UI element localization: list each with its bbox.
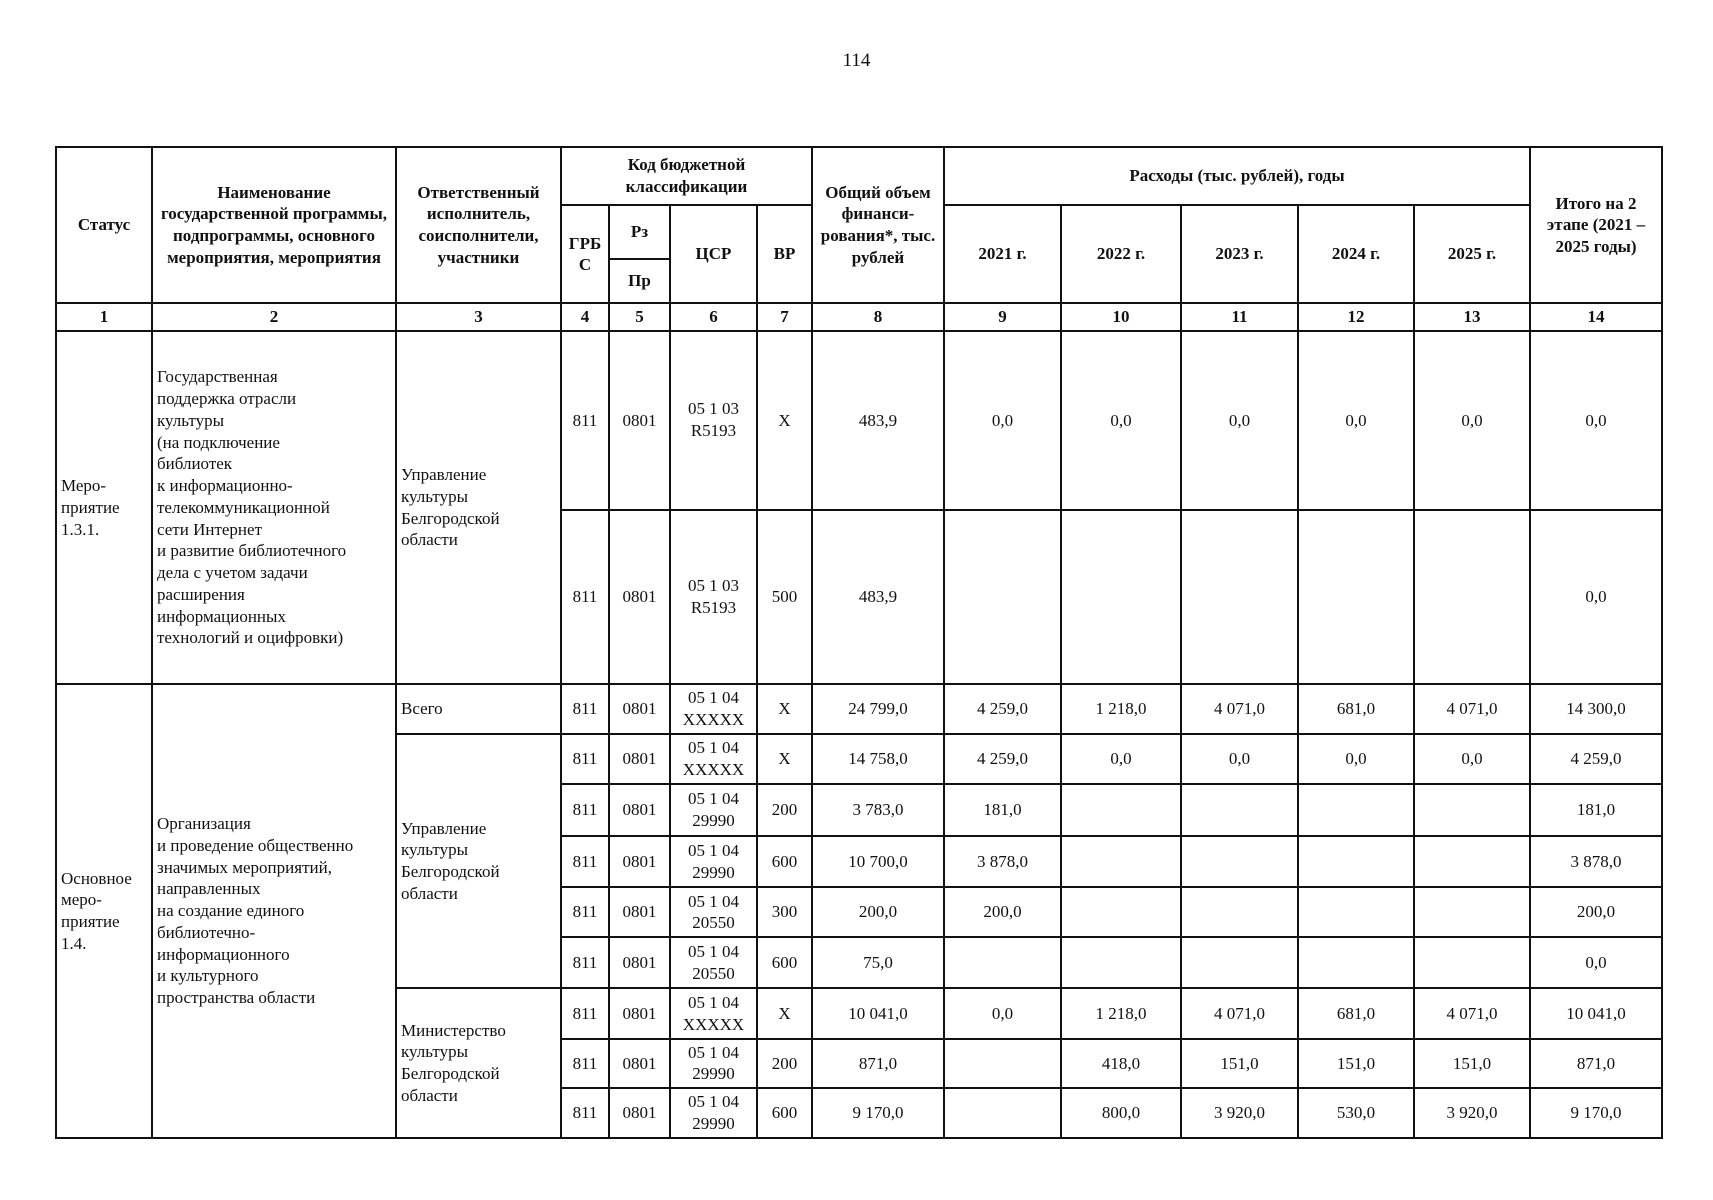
cell-vr: 200 xyxy=(757,784,812,836)
column-number: 4 xyxy=(561,303,609,331)
cell-2022: 800,0 xyxy=(1061,1088,1181,1138)
cell-2023: 4 071,0 xyxy=(1181,988,1298,1038)
header-rz: Рз xyxy=(609,205,670,259)
header-responsible: Ответственный исполнитель, соисполнители, участники xyxy=(396,147,561,303)
cell-csr: 05 1 04 20550 xyxy=(670,887,757,937)
cell-2024 xyxy=(1298,887,1414,937)
column-number: 6 xyxy=(670,303,757,331)
column-number: 10 xyxy=(1061,303,1181,331)
block2-responsible-min: Министерство культуры Белгородской области xyxy=(396,988,561,1138)
cell-vr: Х xyxy=(757,988,812,1038)
block2-status: Основное меро- приятие 1.4. xyxy=(56,684,152,1138)
cell-vr: 600 xyxy=(757,937,812,988)
column-number: 9 xyxy=(944,303,1061,331)
cell-grbs: 811 xyxy=(561,1088,609,1138)
cell-2025: 4 071,0 xyxy=(1414,988,1530,1038)
cell-grbs: 811 xyxy=(561,1039,609,1089)
block1-responsible: Управление культуры Белгородской области xyxy=(396,331,561,684)
cell-grbs: 811 xyxy=(561,510,609,684)
cell-2024: 0,0 xyxy=(1298,331,1414,509)
cell-2022: 418,0 xyxy=(1061,1039,1181,1089)
column-number: 12 xyxy=(1298,303,1414,331)
cell-total: 483,9 xyxy=(812,510,944,684)
cell-rzpr: 0801 xyxy=(609,684,670,734)
page-number: 114 xyxy=(842,50,871,71)
cell-csr: 05 1 03 R5193 xyxy=(670,331,757,509)
cell-itog: 9 170,0 xyxy=(1530,1088,1662,1138)
column-number: 5 xyxy=(609,303,670,331)
block2-responsible-total: Всего xyxy=(396,684,561,734)
cell-total: 9 170,0 xyxy=(812,1088,944,1138)
cell-itog: 0,0 xyxy=(1530,937,1662,988)
header-grbs: ГРБ С xyxy=(561,205,609,303)
block2-responsible-upr: Управление культуры Белгородской области xyxy=(396,734,561,989)
cell-total: 75,0 xyxy=(812,937,944,988)
header-vr: ВР xyxy=(757,205,812,303)
cell-csr: 05 1 04 XXXXX xyxy=(670,734,757,784)
cell-csr: 05 1 03 R5193 xyxy=(670,510,757,684)
cell-vr: 600 xyxy=(757,1088,812,1138)
cell-2022: 0,0 xyxy=(1061,734,1181,784)
cell-2021: 0,0 xyxy=(944,331,1061,509)
column-number: 13 xyxy=(1414,303,1530,331)
cell-2022 xyxy=(1061,937,1181,988)
column-number: 14 xyxy=(1530,303,1662,331)
cell-2024: 530,0 xyxy=(1298,1088,1414,1138)
cell-2021 xyxy=(944,937,1061,988)
column-number: 11 xyxy=(1181,303,1298,331)
cell-2024 xyxy=(1298,510,1414,684)
cell-2024 xyxy=(1298,784,1414,836)
header-year-2024: 2024 г. xyxy=(1298,205,1414,303)
cell-itog: 0,0 xyxy=(1530,331,1662,509)
cell-grbs: 811 xyxy=(561,734,609,784)
cell-itog: 871,0 xyxy=(1530,1039,1662,1089)
cell-2023: 4 071,0 xyxy=(1181,684,1298,734)
cell-2022 xyxy=(1061,510,1181,684)
cell-itog: 10 041,0 xyxy=(1530,988,1662,1038)
cell-csr: 05 1 04 29990 xyxy=(670,784,757,836)
block1-status: Меро- приятие 1.3.1. xyxy=(56,331,152,684)
cell-rzpr: 0801 xyxy=(609,1039,670,1089)
cell-vr: Х xyxy=(757,684,812,734)
cell-total: 871,0 xyxy=(812,1039,944,1089)
cell-2022 xyxy=(1061,887,1181,937)
cell-rzpr: 0801 xyxy=(609,331,670,509)
cell-itog: 3 878,0 xyxy=(1530,836,1662,887)
cell-2022 xyxy=(1061,784,1181,836)
header-year-2021: 2021 г. xyxy=(944,205,1061,303)
header-name: Наименование государственной программы, подпрограммы, основного мероприятия, мероприятия xyxy=(152,147,396,303)
column-number: 2 xyxy=(152,303,396,331)
cell-grbs: 811 xyxy=(561,331,609,509)
cell-2021: 4 259,0 xyxy=(944,734,1061,784)
cell-csr: 05 1 04 29990 xyxy=(670,1039,757,1089)
cell-rzpr: 0801 xyxy=(609,887,670,937)
cell-vr: 200 xyxy=(757,1039,812,1089)
cell-2023 xyxy=(1181,784,1298,836)
header-csr: ЦСР xyxy=(670,205,757,303)
cell-grbs: 811 xyxy=(561,887,609,937)
cell-grbs: 811 xyxy=(561,988,609,1038)
cell-2024 xyxy=(1298,937,1414,988)
cell-2025: 151,0 xyxy=(1414,1039,1530,1089)
cell-2025: 0,0 xyxy=(1414,331,1530,509)
block1-name: Государственная поддержка отрасли культуры (на подключение библиотек к информационно- телекоммуникационной сети Интернет и развитие библиотечного дела с учетом задачи расширения информационных технологий и оцифровки) xyxy=(152,331,396,684)
cell-vr: 600 xyxy=(757,836,812,887)
cell-2022: 0,0 xyxy=(1061,331,1181,509)
cell-rzpr: 0801 xyxy=(609,836,670,887)
cell-csr: 05 1 04 XXXXX xyxy=(670,988,757,1038)
column-number: 1 xyxy=(56,303,152,331)
cell-2025: 4 071,0 xyxy=(1414,684,1530,734)
cell-2023: 0,0 xyxy=(1181,734,1298,784)
header-budget-code: Код бюджетной классификации xyxy=(561,147,812,205)
cell-2024: 151,0 xyxy=(1298,1039,1414,1089)
cell-2025 xyxy=(1414,887,1530,937)
cell-2021: 200,0 xyxy=(944,887,1061,937)
cell-total: 14 758,0 xyxy=(812,734,944,784)
column-number: 7 xyxy=(757,303,812,331)
cell-total: 24 799,0 xyxy=(812,684,944,734)
cell-csr: 05 1 04 20550 xyxy=(670,937,757,988)
block2-name: Организация и проведение общественно значимых мероприятий, направленных на создание единого библиотечно- информационного и культурного пространства области xyxy=(152,684,396,1138)
cell-grbs: 811 xyxy=(561,937,609,988)
cell-2024: 681,0 xyxy=(1298,684,1414,734)
header-total-volume: Общий объем финанси-рования*, тыс. рублей xyxy=(812,147,944,303)
cell-vr: Х xyxy=(757,331,812,509)
cell-rzpr: 0801 xyxy=(609,784,670,836)
cell-2024 xyxy=(1298,836,1414,887)
column-number: 3 xyxy=(396,303,561,331)
cell-2025 xyxy=(1414,836,1530,887)
cell-2025 xyxy=(1414,510,1530,684)
cell-vr: Х xyxy=(757,734,812,784)
cell-rzpr: 0801 xyxy=(609,988,670,1038)
cell-2023 xyxy=(1181,887,1298,937)
cell-csr: 05 1 04 XXXXX xyxy=(670,684,757,734)
header-expenses: Расходы (тыс. рублей), годы xyxy=(944,147,1530,205)
cell-total: 3 783,0 xyxy=(812,784,944,836)
header-pr: Пр xyxy=(609,259,670,303)
cell-2024: 681,0 xyxy=(1298,988,1414,1038)
cell-total: 200,0 xyxy=(812,887,944,937)
cell-2021: 4 259,0 xyxy=(944,684,1061,734)
cell-total: 483,9 xyxy=(812,331,944,509)
header-year-2023: 2023 г. xyxy=(1181,205,1298,303)
cell-2023 xyxy=(1181,836,1298,887)
cell-itog: 0,0 xyxy=(1530,510,1662,684)
header-total-stage: Итого на 2 этапе (2021 – 2025 годы) xyxy=(1530,147,1662,303)
cell-2021 xyxy=(944,1088,1061,1138)
cell-2021 xyxy=(944,510,1061,684)
cell-csr: 05 1 04 29990 xyxy=(670,836,757,887)
header-year-2025: 2025 г. xyxy=(1414,205,1530,303)
cell-grbs: 811 xyxy=(561,684,609,734)
cell-2022: 1 218,0 xyxy=(1061,684,1181,734)
cell-2023 xyxy=(1181,510,1298,684)
cell-rzpr: 0801 xyxy=(609,734,670,784)
cell-total: 10 700,0 xyxy=(812,836,944,887)
cell-2024: 0,0 xyxy=(1298,734,1414,784)
cell-total: 10 041,0 xyxy=(812,988,944,1038)
cell-2023: 3 920,0 xyxy=(1181,1088,1298,1138)
cell-vr: 500 xyxy=(757,510,812,684)
cell-2021 xyxy=(944,1039,1061,1089)
cell-2021: 0,0 xyxy=(944,988,1061,1038)
cell-rzpr: 0801 xyxy=(609,937,670,988)
cell-grbs: 811 xyxy=(561,836,609,887)
cell-2022 xyxy=(1061,836,1181,887)
cell-2025: 3 920,0 xyxy=(1414,1088,1530,1138)
cell-rzpr: 0801 xyxy=(609,1088,670,1138)
cell-2021: 181,0 xyxy=(944,784,1061,836)
cell-2025 xyxy=(1414,784,1530,836)
cell-2025 xyxy=(1414,937,1530,988)
cell-rzpr: 0801 xyxy=(609,510,670,684)
cell-2023: 151,0 xyxy=(1181,1039,1298,1089)
cell-itog: 4 259,0 xyxy=(1530,734,1662,784)
cell-2025: 0,0 xyxy=(1414,734,1530,784)
budget-table xyxy=(55,146,1663,1139)
cell-2023: 0,0 xyxy=(1181,331,1298,509)
cell-itog: 14 300,0 xyxy=(1530,684,1662,734)
header-year-2022: 2022 г. xyxy=(1061,205,1181,303)
cell-itog: 181,0 xyxy=(1530,784,1662,836)
cell-2023 xyxy=(1181,937,1298,988)
cell-2021: 3 878,0 xyxy=(944,836,1061,887)
header-status: Статус xyxy=(56,147,152,303)
cell-csr: 05 1 04 29990 xyxy=(670,1088,757,1138)
cell-grbs: 811 xyxy=(561,784,609,836)
cell-2022: 1 218,0 xyxy=(1061,988,1181,1038)
column-number: 8 xyxy=(812,303,944,331)
cell-vr: 300 xyxy=(757,887,812,937)
cell-itog: 200,0 xyxy=(1530,887,1662,937)
